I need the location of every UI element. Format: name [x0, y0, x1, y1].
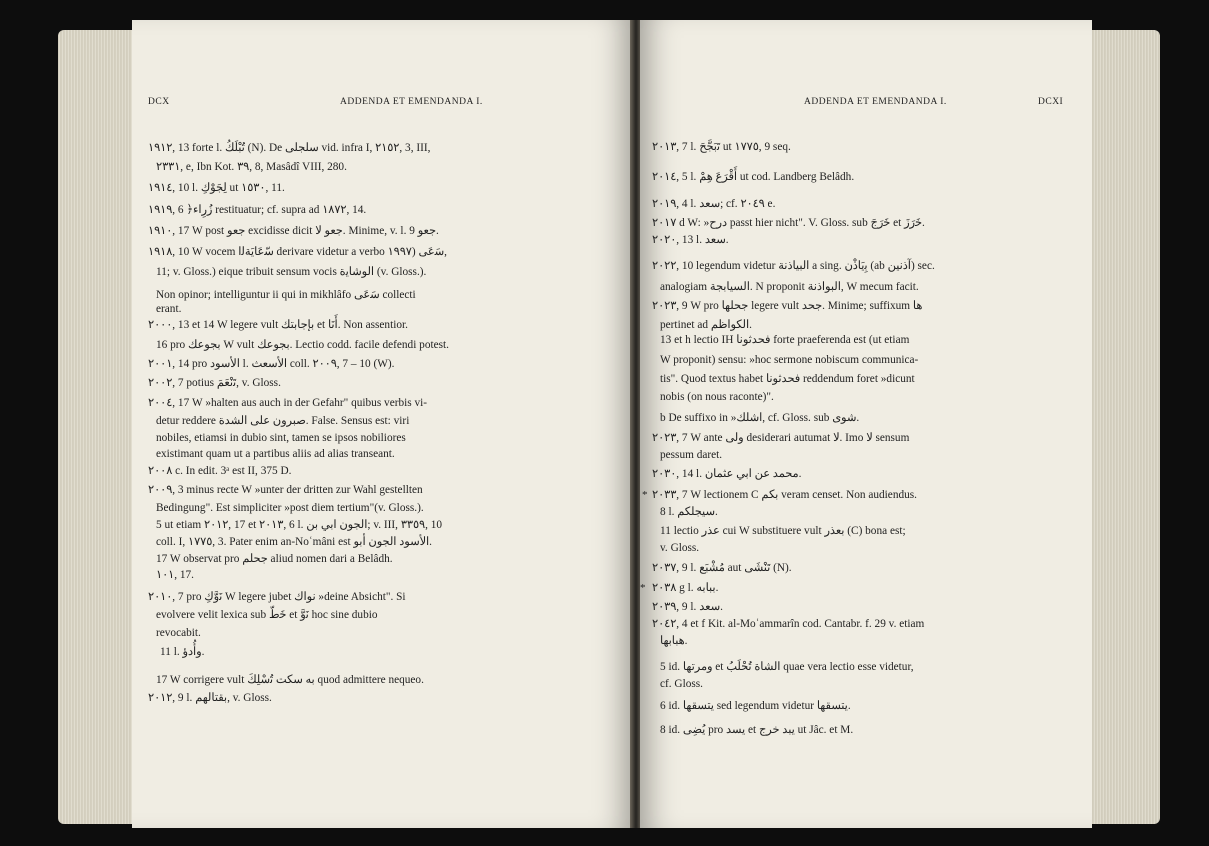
right-text-line: ٢٠٢٣, 7 W ante ﻭﻟﻰ desiderari autumat ﻻ. Imo ﻻ sensum: [652, 432, 910, 444]
left-text-line: ١٩١٤, 10 l. لِجَوْكِ ut ١٥٣٠, 11.: [148, 182, 285, 194]
left-text-line: ٢٠٠٨ c. In edit. 3ᵃ est II, 375 D.: [148, 465, 292, 477]
right-text-line: ﻫﺒﺎﺑﻬﺎ.: [660, 635, 688, 647]
right-text-line: analogiam ﺍﻟﺴﻴﺎﺑﺠﺔ. N proponit ﺍﻟﺒﻮﺍﺫﻧﺔ, W mecum facit.: [660, 281, 919, 293]
right-text-line: ٢٠١٣, 7 l. ﺗَبَجَّحَ ut ١٧٧٥, 9 seq.: [652, 141, 791, 153]
open-book: [62, 20, 1154, 828]
left-text-line: 11; v. Gloss.) eique tribuit sensum vocis ﺍﻟﻮﺷﺎﻳة (v. Gloss.).: [156, 266, 427, 278]
running-head-right: ADDENDA ET EMENDANDA I.: [804, 97, 947, 107]
left-text-line: existimant quam ut a partibus aliis ad alias transeant.: [156, 448, 395, 460]
page-number-right: DCXI: [1038, 97, 1064, 107]
left-text-line: Bedingung". Est simpliciter »post diem tertium"(v. Gloss.).: [156, 502, 424, 514]
left-text-line: ٢٠٠١, 14 pro ﺍﻟﺄﺳﻮﺩ l. ﺍﻟﺄﺳﻌﺚ coll. ٢٠٠٩, 7 – 10 (W).: [148, 358, 395, 370]
right-text-line: 11 lectio ﻋﺬﺭ cui W substituere vult ﺑﻌﺬﺭ (C) bona est;: [660, 525, 906, 537]
right-text-line: ٢٠٢٢, 10 legendum videtur ﺍﻟﺒﻴﺎﺫﻧﺔ a sing. ﺑِيَاذْن (ab ﺁﺫﻧﻴﻦ) sec.: [652, 260, 935, 272]
right-page: [640, 20, 1092, 828]
left-text-line: revocabit.: [156, 627, 201, 639]
page-edges-right: [1090, 30, 1160, 824]
left-text-line: ٢٠٠٩, 3 minus recte W »unter der dritten zur Wahl gestellten: [148, 484, 423, 496]
left-text-line: ٢٠٠٢, 7 potius ﺗَنْعَمَ, v. Gloss.: [148, 377, 281, 389]
left-text-line: evolvere velit lexica sub ﺧَطّ et ﻧَوَّ hoc sine dubio: [156, 609, 378, 621]
left-text-line: ٢٠١٠, 7 pro ﻧَوَّكِ W legere jubet ﻧﻮﺍﻙ »deine Absicht". Si: [148, 591, 406, 603]
right-text-line: pertinet ad ﺍﻟﻜﻮﺍﻇﻢ.: [660, 319, 752, 331]
left-text-line: detur reddere ﺻﺒﺮﻭﻥ ﻋﻠﻰ ﺍﻟﺸﺪﺓ. False. Sensus est: viri: [156, 415, 410, 427]
right-text-line: ٢٠١٩, 4 l. ﺳﻌﺪ; cf. ٢٠٤٩ e.: [652, 198, 776, 210]
left-text-line: 17 W corrigere vult ﺑﻪ ﺳﻜﺖ ﺗُسْلِكَ quod admittere nequeo.: [156, 674, 424, 686]
right-text-line: b De suffixo in »ﺍﺷﻠﻚ, cf. Gloss. sub ﺷﻮﻯ.: [660, 412, 860, 424]
right-text-line: ٢٠٣٣, 7 W lectionem C ﺑﻜﻢ veram censet. Non audiendus.: [652, 489, 917, 501]
page-number-left: DCX: [148, 97, 170, 107]
left-text-line: 11 l. ﻭﺃُﺩﺅ.: [160, 646, 205, 658]
right-text-line: ٢٠٤٢, 4 et f Kit. al-Moʿammarîn cod. Cantabr. f. 29 v. etiam: [652, 618, 925, 630]
running-head-left: ADDENDA ET EMENDANDA I.: [340, 97, 483, 107]
left-text-line: nobiles, etiamsi in dubio sint, tamen se ipsos nobiliores: [156, 432, 406, 444]
right-text-line: W proponit) sensu: »hoc sermone nobiscum communica-: [660, 354, 919, 366]
left-text-line: ١٠١, 17.: [156, 569, 194, 581]
left-text-line: ١٩١٠, 17 W post جعو excidisse dicit جعو لا. Minime, v. l. 9 جعو.: [148, 225, 439, 237]
left-text-line: ٢٣٣١, e, Ibn Kot. ٣٩, 8, Masâdî VIII, 280.: [156, 161, 347, 173]
left-text-line: 5 ut etiam ٢٠١٢, 17 et ٢٠١٣, 6 l. ﺍﻟﺠﻮﻥ ﺍﺑﻲ ﺑﻦ; v. III, ٣٣٥٩, 10: [156, 519, 443, 531]
right-text-line: 5 id. ﻭﻣﺮﺗﻬﺎ et ﺍﻟﺸﺎﺓ ﺗُﺤْﻠَﺐُ quae vera lectio esse videtur,: [660, 661, 914, 673]
left-text-line: ١٩١٢, 13 forte l. تُبْلَكُ (N). De سلجلى vid. infra I, ٢١٥٢, 3, III,: [148, 142, 431, 154]
right-text-line: ٢٠٣٧, 9 l. ﻣُﺸْﺒَﻊ aut ﺗَﻨْﺸَﻰ (N).: [652, 562, 792, 574]
right-text-line: pessum daret.: [660, 449, 723, 461]
right-text-line: ٢٠١٧ d W: »ﺩﺭﺡ passt hier nicht". V. Gloss. sub ﺧَرَجَ et ﺧَرَزَ.: [652, 217, 925, 229]
left-text-line: ٢٠٠٤, 17 W »halten aus auch in der Gefahr" quibus verbis vi-: [148, 397, 428, 409]
left-text-line: ٢٠١٢, 9 l. ﺑﻘﺘﺎﻟﻬﻢ, v. Gloss.: [148, 692, 272, 704]
right-text-line: 8 l. ﺳﻴﺠﻠﻜﻢ.: [660, 506, 718, 518]
right-text-line: v. Gloss.: [660, 542, 700, 554]
right-text-line: ٢٠٢٠, 13 l. ﺳﻌﺪ.: [652, 234, 729, 246]
right-text-line: 6 id. ﻳﺘﺴﻘﻬﺎ sed legendum videtur ﻳﺘﺴﻘﻬﺎ.: [660, 700, 851, 712]
note-marker: *: [642, 489, 648, 501]
right-text-line: tis". Quod textus habet ﻓﺤﺪﺛﻮﻧﺎ reddendum foret »dicunt: [660, 373, 915, 385]
right-text-line: ٢٠٢٣, 9 W pro ﺟﺤﻠﻬﺎ legere vult ﺟﺤﺪ. Minime; suffixum ﻫﺎ: [652, 300, 923, 312]
right-text-line: ٢٠١٤, 5 l. ﺃَقْرَعَ ﻫِﻢْ ut cod. Landberg Belâdh.: [652, 171, 855, 183]
right-text-line: 8 id. ﻳُﻀِﻰ pro ﻳﺴﺪ et ﻳﺒﺪ ﺧﺮﺝ ut Jâc. et M.: [660, 724, 854, 736]
left-page: [132, 20, 632, 828]
left-text-line: coll. I, ١٧٧٥, 3. Pater enim an-Noʿmâni est ﺍﻟﺄﺳﻮﺩ ﺍﻟﺠﻮﻥ ﺃﺑﻮ.: [156, 536, 432, 548]
left-text-line: ١٩١٨, 10 W vocem ﺳّعَايَةﻟا derivare videtur a verbo ﺳَعَى (١٩٩٧,: [148, 246, 447, 258]
right-text-line: ٢٠٣٩, 9 l. ﺳﻌﺪ.: [652, 601, 723, 613]
right-text-line: nobis (on nous raconte)".: [660, 391, 774, 403]
left-text-line: 17 W observat pro ﺟﺤﻠﻢ aliud nomen dari a Belâdh.: [156, 553, 393, 565]
note-marker: *: [640, 582, 646, 594]
right-text-line: cf. Gloss.: [660, 678, 703, 690]
left-text-line: ١٩١٩, 6 ﴿ﺯُرِاﺀ restituatur; cf. supra ad ١٨٧٢, 14.: [148, 204, 367, 216]
right-text-line: ٢٠٣٠, 14 l. ﻣﺤﻤﺪ ﻋﻦ ﺍﺑﻲ ﻋﺜﻤﺎﻥ.: [652, 468, 802, 480]
right-text-line: ٢٠٣٨ g l. ﺑﺒﺎﺑﻪ.: [652, 582, 719, 594]
left-text-line: erant.: [156, 303, 182, 315]
left-text-line: 16 pro ﺑﺠﻮﻋﻚ W vult ﺑﺠﻮﻋﻚ. Lectio codd. facile defendi potest.: [156, 339, 449, 351]
left-text-line: ٢٠٠٠, 13 et 14 W legere vult ﺑﺈﺟﺎﺑﺘﻚ et ﺃَنَا. Non assentior.: [148, 319, 408, 331]
right-text-line: 13 et h lectio IH ﻓﺤﺪﺛﻮﻧﺎ forte praeferenda est (ut etiam: [660, 334, 910, 346]
left-text-line: Non opinor; intelliguntur ii qui in mikhlâfo ﺳَعَى collecti: [156, 289, 416, 301]
